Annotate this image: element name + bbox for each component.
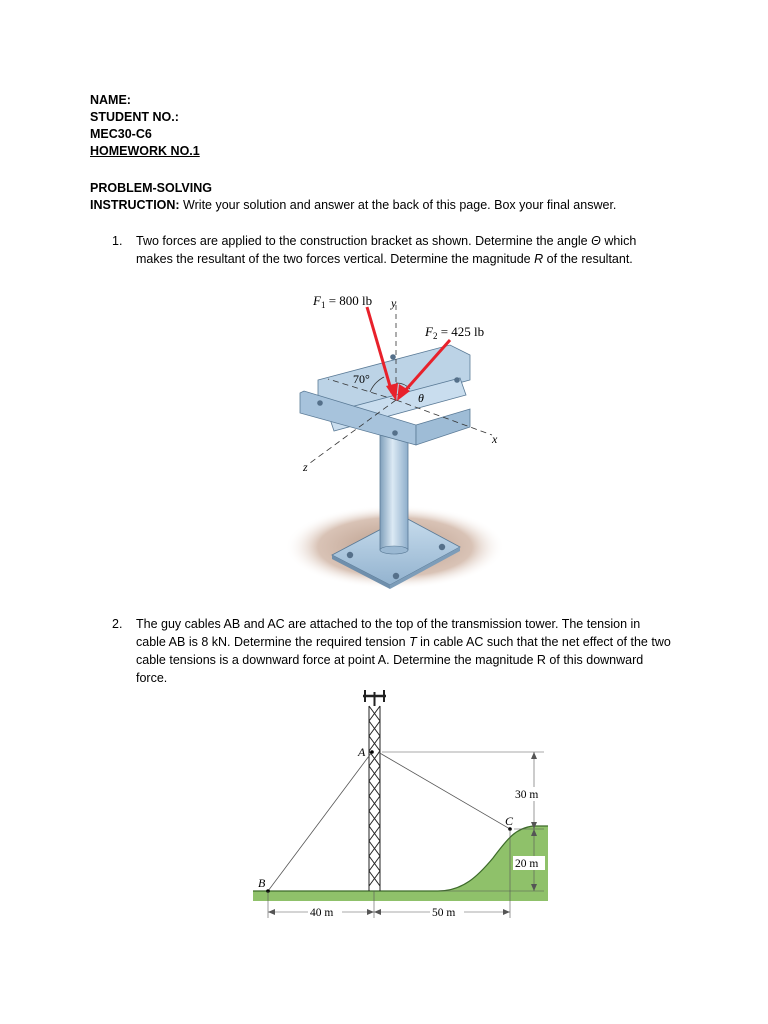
instruction-text: Write your solution and answer at the back of this page. Box your final answer. [179,198,617,212]
cable-ac [378,752,510,829]
point-b-label: B [258,876,266,890]
problem-2-text: The guy cables AB and AC are attached to the top of the transmission tower. The tension in cable AB is 8 kN. Determine the required tension T in cable AC such that the net effect of the two cable tensions is a downward force at point A. Determine the magnitude R of this downward force. [136,617,671,685]
angle-70-label: 70° [353,372,370,386]
bolt-icon [393,573,399,579]
f2-label: $F_2 = 425$ lb [425,324,485,341]
instruction-label: INSTRUCTION: [90,198,180,212]
post [380,435,408,550]
z-axis-label: z [303,460,308,474]
point-a-marker [370,750,374,754]
bolt-icon [392,430,398,436]
problem-1-number: 1. [112,234,123,248]
problem-1 [112,232,672,268]
bolt-icon [390,354,396,360]
point-c-label: C [505,814,514,828]
dim-50-label: 50 m [432,907,456,919]
cable-ab [268,752,372,891]
point-a-label: A [358,745,366,759]
bolt-icon [439,544,445,550]
dim-40-label: 40 m [310,907,334,919]
bracket-figure [270,285,510,595]
x-axis-label: x [492,432,498,446]
problem-2-number: 2. [112,617,123,631]
problem-2 [112,615,672,687]
dim-30-label: 30 m [515,789,539,801]
bolt-icon [454,377,460,383]
f1-label: $F_1 = 800$ lb [313,293,373,310]
tower-figure [248,686,558,926]
homework-title: HOMEWORK NO.1 [90,144,200,158]
section-title: PROBLEM-SOLVING [90,181,212,195]
dim-20-label: 20 m [515,858,539,870]
ground [253,826,548,901]
tower [363,690,386,891]
bolt-icon [347,552,353,558]
course-code: MEC30-C6 [90,127,152,141]
bolt-icon [317,400,323,406]
name-label: NAME: [90,93,131,107]
y-axis-label: y [391,296,397,310]
instruction [90,197,710,214]
theta-label: θ [418,391,424,405]
student-no-label: STUDENT NO.: [90,110,179,124]
problem-1-text: Two forces are applied to the construction bracket as shown. Determine the angle Θ which makes the resultant of the two forces vertical. Determine the magnitude R of the resultant. [136,234,637,266]
